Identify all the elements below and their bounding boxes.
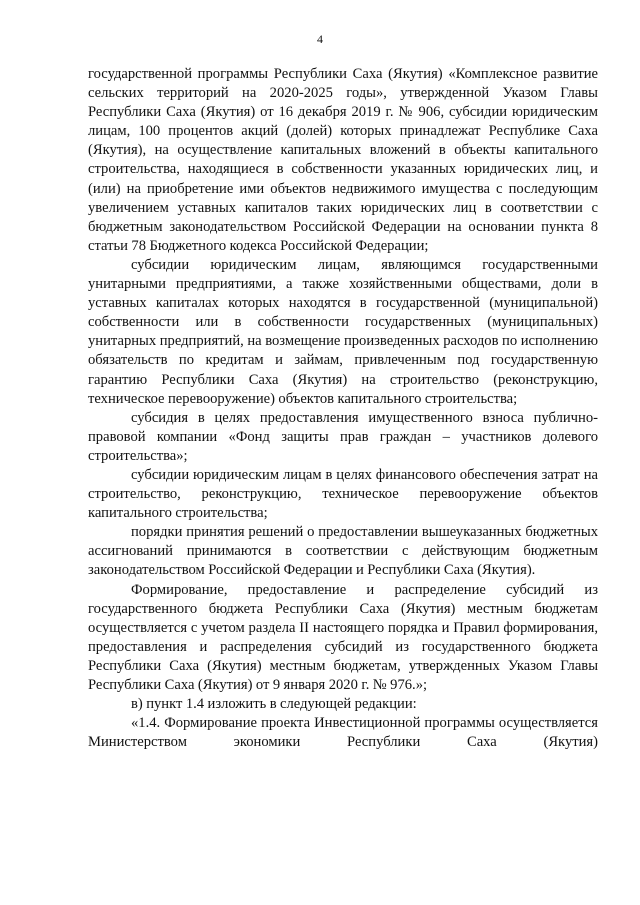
paragraph-subsidies-unitary: субсидии юридическим лицам, являющимся государственными унитарными предприятиями, а также хозяйственными обществами, доли в уставных капиталах которых находятся в государственной (муниципальной) собственности или в собственности государственных (муниципальных) унитарных предприятий, на возмещение произведенных расходов по исполнению обязательств по кредитам и займам, привлеченным под государственную гарантию Республики Саха (Якутия) на строительство (реконструкцию, техническое перевооружение) объектов капитального строительства; [88,256,598,407]
paragraph-formation-distribution: Формирование, предоставление и распределение субсидий из государственного бюджета Республики Саха (Якутия) местным бюджетам осуществляется с учетом раздела II настоящего порядка и Правил формирования, предоставления и распределения субсидий из государственного бюджета Республики Саха (Якутия) местным бюджетам, утвержденных Указом Главы Республики Саха (Якутия) от 9 января 2020 г. № 976.»; [88,581,598,693]
paragraph-clause-v: в) пункт 1.4 изложить в следующей редакции: [131,696,417,713]
paragraph-subsidies-construction: субсидии юридическим лицам в целях финансового обеспечения затрат на строительство, реконструкцию, техническое перевооружение объектов капитального строительства; [88,466,598,522]
paragraph-decision-procedures: порядки принятия решений о предоставлении вышеуказанных бюджетных ассигнований принимаются в соответствии с действующим бюджетным законодательством Российской Федерации и Республики Саха (Якутия). [88,524,598,579]
document-body [88,65,598,752]
paragraph-continuation: государственной программы Республики Саха (Якутия) «Комплексное развитие сельских территорий на 2020-2025 годы», утвержденной Указом Главы Республики Саха (Якутия) от 16 декабря 2019 г. № 906, субсидии юридическим лицам, 100 процентов акций (долей) которых принадлежат Республике Саха (Якутия), на осуществление капитальных вложений в объекты капитального строительства, находящиеся в собственности указанных юридических лиц, и (или) на приобретение ими объектов недвижимого имущества с последующим увеличением уставных капиталов таких юридических лиц в соответствии с бюджетным законодательством Российской Федерации на основании пункта 8 статьи 78 Бюджетного кодекса Российской Федерации; [88,66,598,254]
page-number: 4 [317,32,323,46]
paragraph-subsidy-fund: субсидия в целях предоставления имущественного взноса публично-правовой компании «Фонд защиты прав граждан – участников долевого строительства»; [88,409,598,464]
paragraph-clause-1-4: «1.4. Формирование проекта Инвестиционной программы осуществляется Министерством экономики Республики Саха (Якутия) [88,715,598,751]
